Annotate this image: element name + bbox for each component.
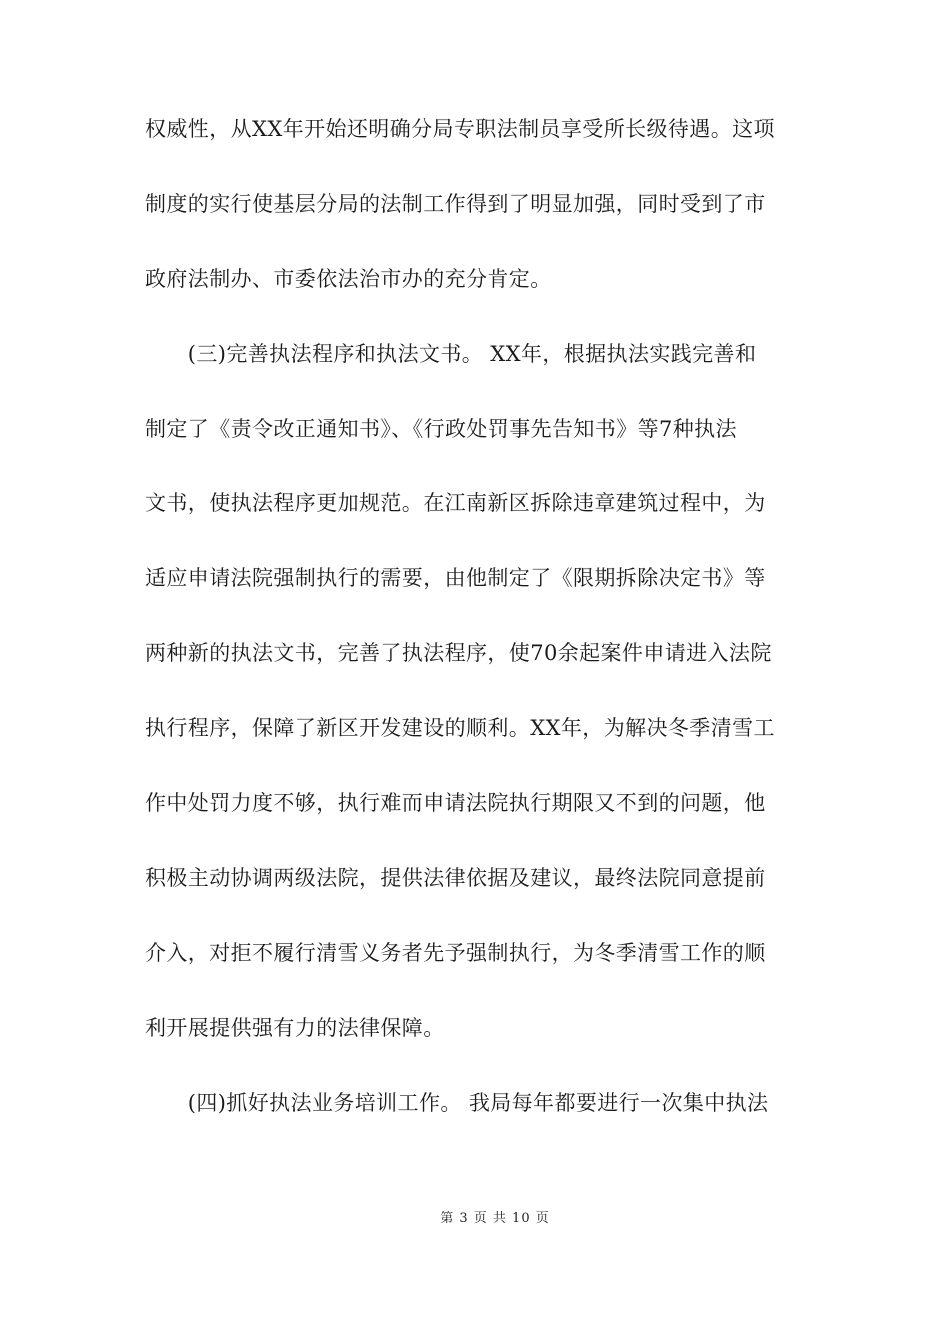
text-line: 利开展提供强有力的法律保障。 xyxy=(145,1015,445,1040)
text-line: 积极主动协调两级法院，提供法律依据及建议，最终法院同意提前 xyxy=(145,865,766,890)
text-line: 两种新的执法文书，完善了执法程序，使70余起案件申请进入法院 xyxy=(145,641,772,666)
document-body xyxy=(145,107,807,1155)
text-line: 执行程序，保障了新区开发建设的顺利。XX年，为解决冬季清雪工 xyxy=(145,716,775,741)
text-line: 适应申请法院强制执行的需要，由他制定了《限期拆除决定书》等 xyxy=(145,566,766,591)
text-line: (三)完善执法程序和执法文书。 XX年，根据执法实践完善和 xyxy=(145,341,757,366)
text-line: 权威性，从XX年开始还明确分局专职法制员享受所长级待遇。这项 xyxy=(145,117,775,141)
text-line: 政府法制办、市委依法治市办的充分肯定。 xyxy=(145,266,552,291)
text-line: (四)抓好执法业务培训工作。 我局每年都要进行一次集中执法 xyxy=(145,1090,769,1115)
page-footer: 第 3 页 共 10 页 xyxy=(440,1211,550,1226)
text-line: 制度的实行使基层分局的法制工作得到了明显加强，同时受到了市 xyxy=(145,191,766,216)
text-line: 文书，使执法程序更加规范。在江南新区拆除违章建筑过程中，为 xyxy=(145,491,766,516)
text-line: 作中处罚力度不够，执行难而申请法院执行期限又不到的问题，他 xyxy=(145,791,766,816)
text-line: 介入，对拒不履行清雪义务者先予强制执行，为冬季清雪工作的顺 xyxy=(145,940,766,965)
text-line: 制定了《责令改正通知书》、《行政处罚事先告知书》等7种执法 xyxy=(145,416,737,441)
